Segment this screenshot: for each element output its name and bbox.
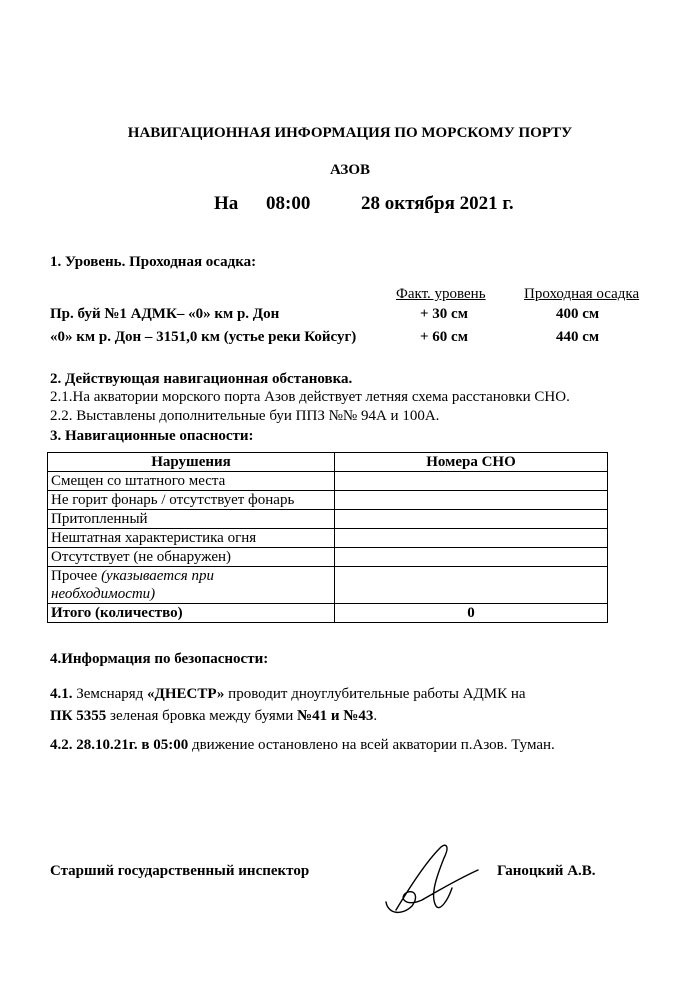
section3-heading: 3. Навигационные опасности: — [50, 428, 254, 444]
date-prefix: На — [214, 193, 239, 214]
text: движение остановлено на всей акватории п.Азов. Туман. — [188, 737, 555, 753]
signature-icon — [378, 840, 488, 920]
level-row-1-place: Пр. буй №1 АДМК– «0» км р. Дон — [50, 306, 280, 322]
text: Земснаряд — [72, 686, 148, 702]
inspector-position: Старший государственный инспектор — [50, 863, 310, 879]
other-note-2: необходимости) — [51, 586, 156, 602]
sno-value — [335, 510, 608, 529]
section2-heading: 2. Действующая навигационная обстановка. — [50, 371, 353, 387]
total-value: 0 — [335, 604, 608, 623]
col-fact-level: Факт. уровень — [396, 286, 486, 302]
inspector-name: Ганоцкий А.В. — [497, 863, 596, 879]
pk-number: ПК 5355 — [50, 708, 107, 724]
violation-label: Нештатная характеристика огня — [48, 529, 335, 548]
level-row-1-level: + 30 см — [420, 306, 468, 322]
table-row — [48, 510, 608, 529]
sno-value — [335, 567, 608, 604]
table-row — [48, 491, 608, 510]
section1-heading: 1. Уровень. Проходная осадка: — [50, 254, 257, 270]
report-date: 28 октября 2021 г. — [361, 193, 514, 214]
section2-line1: 2.1.На акватории морского порта Азов действует летняя схема расстановки СНО. — [50, 389, 570, 405]
total-label: Итого (количество) — [48, 604, 335, 623]
ship-name: «ДНЕСТР» — [147, 686, 225, 702]
other-note-1: (указывается при — [101, 568, 214, 584]
table-row — [48, 472, 608, 491]
level-row-2-place: «0» км р. Дон – 3151,0 км (устье реки Койсуг) — [50, 329, 357, 345]
safety-item-4-2 — [50, 737, 555, 754]
violation-label: Смещен со штатного места — [48, 472, 335, 491]
table-row — [48, 529, 608, 548]
text: зеленая бровка между буями — [106, 708, 298, 724]
item-number-date: 4.2. 28.10.21г. в 05:00 — [50, 737, 189, 753]
level-row-2-level: + 60 см — [420, 329, 468, 345]
item-number: 4.1. — [50, 686, 73, 702]
table-row-total — [48, 604, 608, 623]
port-name: АЗОВ — [329, 162, 371, 178]
table-col-sno-numbers: Номера СНО — [335, 453, 608, 472]
sno-value — [335, 529, 608, 548]
sno-value — [335, 472, 608, 491]
violation-label: Отсутствует (не обнаружен) — [48, 548, 335, 567]
report-time: 08:00 — [266, 193, 311, 214]
text: . — [373, 708, 378, 724]
col-draft: Проходная осадка — [524, 286, 640, 302]
table-header-row — [48, 453, 608, 472]
level-row-1-draft: 400 см — [556, 306, 600, 322]
table-row — [48, 548, 608, 567]
text: проводит дноуглубительные работы АДМК на — [224, 686, 526, 702]
safety-item-4-1-line2 — [50, 708, 377, 725]
table-row-other — [48, 567, 608, 604]
sno-value — [335, 491, 608, 510]
violation-label: Не горит фонарь / отсутствует фонарь — [48, 491, 335, 510]
section2-line2: 2.2. Выставлены дополнительные буи ППЗ №№ 94А и 100А. — [50, 408, 440, 424]
table-col-violations: Нарушения — [48, 453, 335, 472]
violation-label: Притопленный — [48, 510, 335, 529]
hazards-table — [47, 452, 608, 623]
safety-item-4-1-line1 — [50, 686, 526, 703]
sno-value — [335, 548, 608, 567]
level-row-2-draft: 440 см — [556, 329, 600, 345]
buoy-numbers: №41 и №43 — [297, 708, 374, 724]
document-title: НАВИГАЦИОННАЯ ИНФОРМАЦИЯ ПО МОРСКОМУ ПОРТУ — [127, 125, 573, 141]
other-label: Прочее — [51, 568, 102, 584]
section4-heading: 4.Информация по безопасности: — [50, 651, 269, 667]
violation-other — [48, 567, 335, 604]
